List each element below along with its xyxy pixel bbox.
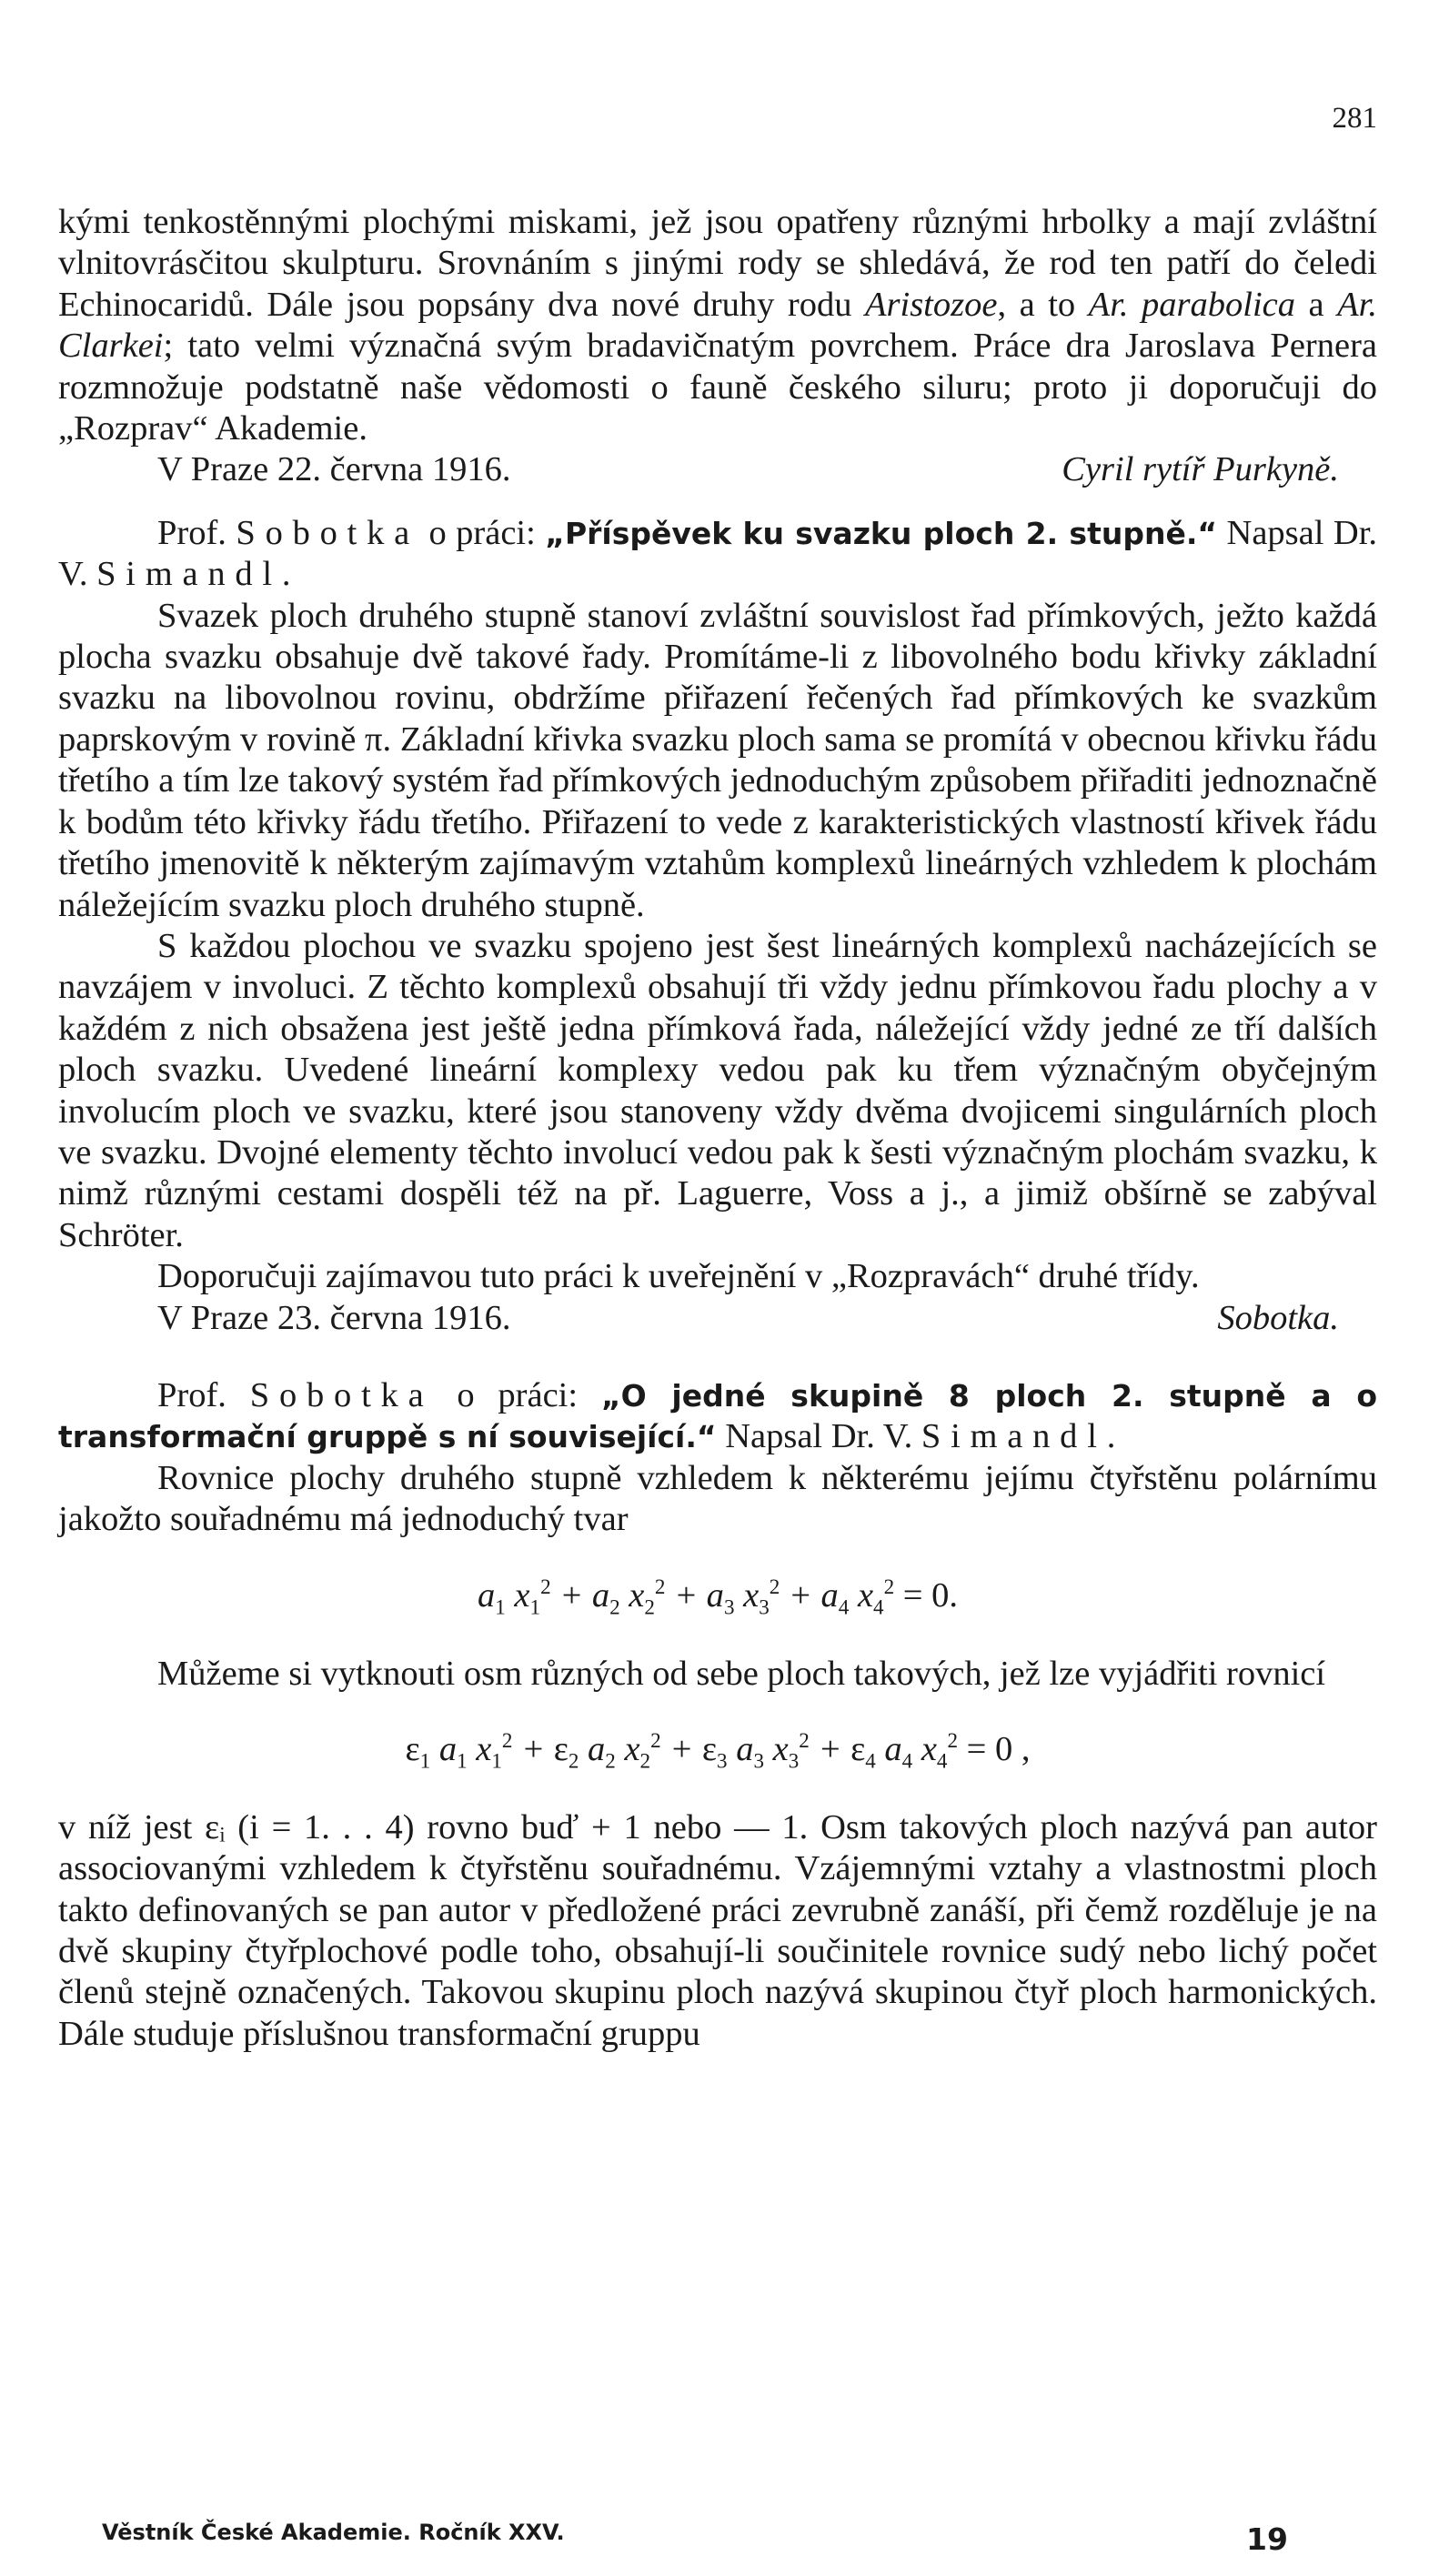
- document-page: [58, 0, 1377, 2576]
- section-heading-2: Prof. Sobotka o práci: „Příspěvek ku svazku ploch 2. stupně.“ Napsal Dr. V. Simandl.: [58, 513, 1378, 594]
- signature: Sobotka.: [1217, 1298, 1339, 1337]
- sheet-number: 19: [1246, 2521, 1288, 2557]
- paper-title: „Příspěvek ku svazku ploch 2. stupně.“: [545, 515, 1218, 551]
- paragraph: S každou plochou ve svazku spojeno jest šest lineárných komplexů nacházejících se navzájem v involuci. Z těchto komplexů obsahují tři vždy jednu přímkovou řadu plochy a v každém z nich obsažena jest ještě jedna přímková řada, náležející vždy jedné ze tří dalších ploch svazku. Uvedené lineární komplexy vedou pak ku třem význačným obyčejným involucím ploch ve svazku, které jsou stanoveny vždy dvěma dvojicemi singulárních ploch ve svazku. Dvojné elementy těchto involucí vedou pak k šesti význačným plochám svazku, k nimž různými cestami dospěli též na př. Laguerre, Voss a j., a jimiž obšírně se zabýval Schröter.: [58, 926, 1377, 1254]
- date-line: V Praze 22. června 1916.: [157, 450, 511, 489]
- author-name: Simandl.: [921, 1417, 1126, 1456]
- section-heading-3: Prof. Sobotka o práci: „O jedné skupině 8 ploch 2. stupně a o transformační gruppě s ní související.“ Napsal Dr. V. Simandl.: [58, 1375, 1377, 1456]
- paragraph: Můžeme si vytknouti osm různých od sebe ploch takových, jež lze vyjádřiti rovnicí: [157, 1654, 1326, 1693]
- date-line: V Praze 23. června 1916.: [157, 1298, 511, 1337]
- paragraph: Rovnice plochy druhého stupně vzhledem k některému jejímu čtyřstěnu polárnímu jakožto souřadnému má jednoduchý tvar: [58, 1458, 1377, 1539]
- journal-footer: Věstník České Akademie. Ročník XXV.: [102, 2520, 565, 2545]
- signature: Cyril rytíř Purkyně.: [1062, 450, 1339, 489]
- genus-name: Aristozoe: [865, 285, 998, 324]
- paper-title: „O jedné skupině 8 ploch 2. stupně a o transformační gruppě s ní související.“: [58, 1377, 1377, 1455]
- signoff-2: [58, 1298, 1377, 1339]
- paragraph-purkyne-review: kými tenkostěnnými plochými miskami, jež jsou opatřeny různými hrbolky a mají zvláštní vlnitovrásčitou skulpturu. Srovnáním s jinými rody se shledává, že rod ten patří do čeledi Echinocaridů. Dále jsou popsány dva nové druhy rodu Aristozoe, a to Ar. parabolica a Ar. Clarkei; tato velmi význačná svým bradavičnatým povrchem. Práce dra Jaroslava Pernera rozmnožuje podstatně naše vědomosti o fauně českého siluru; proto ji doporučuji do „Rozprav“ Akademie.: [58, 203, 1377, 448]
- body-text: [58, 202, 1377, 2055]
- paragraph: v níž jest εᵢ (i = 1. . . 4) rovno buď + 1 nebo — 1. Osm takových ploch nazývá pan autor associovanými vzhledem k čtyřstěnu souřadnému. Vzájemnými vztahy a vlastnostmi ploch takto definovaných se pan autor v předložené práci zevrubně zanáší, při čemž rozděluje je na dvě skupiny čtyřplochové podle toho, obsahují-li součinitele rovnice sudý nebo lichý počet členů stejně označených. Takovou skupinu ploch nazývá skupinou čtyř ploch harmonických. Dále studuje příslušnou transformační gruppu: [58, 1807, 1377, 2053]
- author-name: Simandl.: [96, 555, 301, 594]
- paragraph: Doporučuji zajímavou tuto práci k uveřejnění v „Rozpravách“ druhé třídy.: [157, 1257, 1200, 1296]
- paragraph: Svazek ploch druhého stupně stanoví zvláštní souvislost řad přímkových, ježto každá plocha svazku obsahuje dvě takové řady. Promítáme-li z libovolného bodu křivky základní svazku na libovolnou rovinu, obdržíme přiřazení řečených řad přímkových ke svazkům paprskovým v rovině π. Základní křivka svazku ploch sama se promítá v obecnou křivku řádu třetího a tím lze takový systém řad přímkových jednoduchým způsobem přiřaditi jednoznačně k bodům této křivky řádu třetího. Přiřazení to vede z karakteristických vlastností křivek řádu třetího jmenovitě k některým zajímavým vztahům komplexů lineárných vzhledem k plochám náležejícím svazku ploch druhého stupně.: [58, 596, 1377, 924]
- signoff-1: [58, 449, 1377, 490]
- species-name: Ar. parabolica: [1088, 285, 1296, 324]
- formula-associated-quadrics: $\varepsilon_1$ $a_1$ $x_1^2 + \varepsilon_2$ $a_2$ $x_2^2 + \varepsilon_3$ $a_3$ $x_3^2 + \varepsilon_4$ $a_4$ $x_4^2 = 0$ ,: [405, 1727, 1031, 1773]
- formula-quadric: $a_1$ $x_1^2 + a_2$ $x_2^2 + a_3$ $x_3^2 + a_4$ $x_4^2 = 0$.: [478, 1574, 958, 1619]
- species-name: Ar. Clarkei: [58, 285, 1377, 366]
- page-number: 281: [1332, 102, 1377, 135]
